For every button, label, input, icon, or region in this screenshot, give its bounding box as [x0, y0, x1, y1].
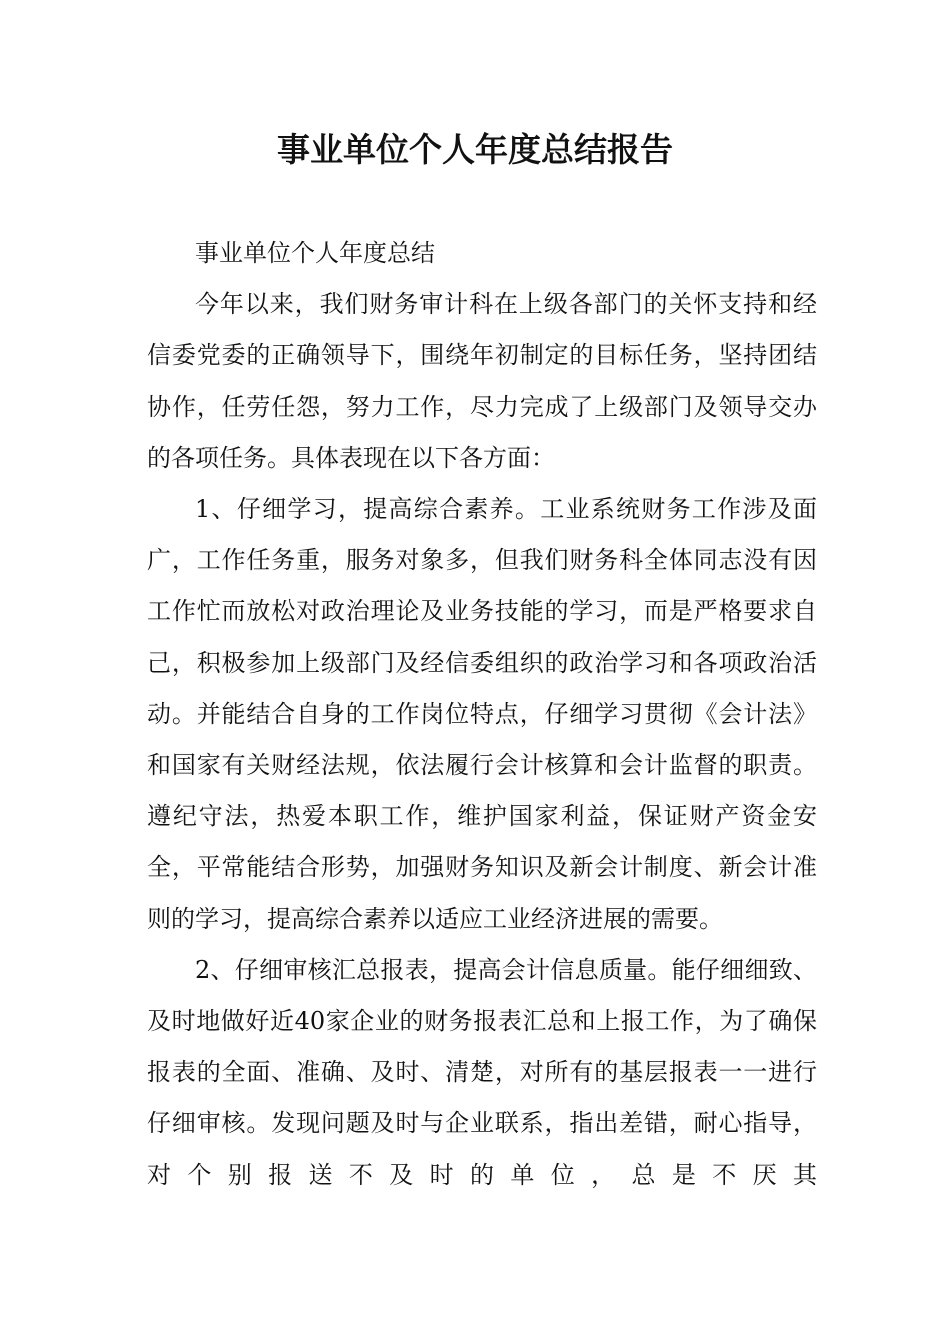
paragraph-item-2: 2、仔细审核汇总报表，提高会计信息质量。能仔细细致、及时地做好近40家企业的财务报表汇总和上报工作，为了确保报表的全面、准确、及时、清楚，对所有的基层报表一一进行仔细审核。发现问题及时与企业联系，指出差错，耐心指导，对个别报送不及时的单位，总是不厌其 [147, 955, 817, 1189]
paragraph-item-1: 1、仔细学习，提高综合素养。工业系统财务工作涉及面广，工作任务重，服务对象多，但我们财务科全体同志没有因工作忙而放松对政治理论及业务技能的学习，而是严格要求自己，积极参加上级部门及经信委组织的政治学习和各项政治活动。并能结合自身的工作岗位特点，仔细学习贯彻《会计法》和国家有关财经法规，依法履行会计核算和会计监督的职责。遵纪守法，热爱本职工作，维护国家利益，保证财产资金安全，平常能结合形势，加强财务知识及新会计制度、新会计准则的学习，提高综合素养以适应工业经济进展的需要。 [147, 495, 817, 933]
paragraph-subtitle: 事业单位个人年度总结 [195, 239, 435, 267]
paragraph-intro: 今年以来，我们财务审计科在上级各部门的关怀支持和经信委党委的正确领导下，围绕年初制定的目标任务，坚持团结协作，任劳任怨，努力工作，尽力完成了上级部门及领导交办的各项任务。具体表现在以下各方面： [147, 290, 817, 472]
document-title: 事业单位个人年度总结报告 [277, 130, 673, 169]
document-body [147, 228, 817, 1201]
